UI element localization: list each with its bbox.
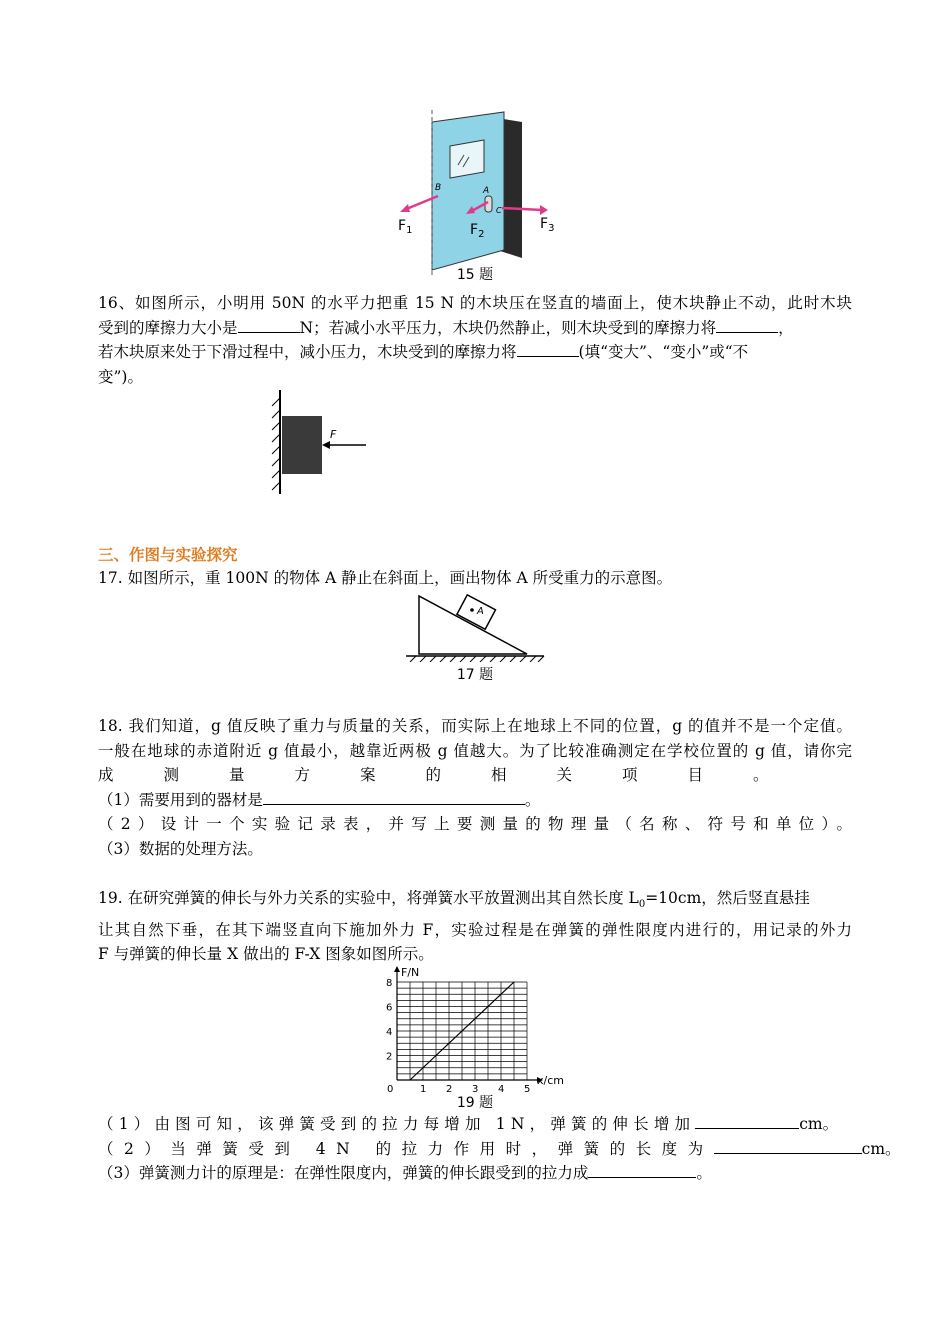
q19-line3: F 与弹簧的伸长量 X 做出的 F-X 图象如图所示。 [98,945,434,964]
point-a-label: A [483,186,490,196]
q16-line3: 若木块原来处于下滑过程中，减小压力，木块受到的摩擦力将 (填“变大”、“变小”或“不 [98,340,852,365]
x-tick-label: 5 [524,1084,531,1095]
x-axis-label: x/cm [537,1074,564,1087]
q19-line1: 19. 在研究弹簧的伸长与外力关系的实验中，将弹簧水平放置测出其自然长度 $L_0=10cm$，然后竖直悬挂 [98,889,810,911]
q16-line2: 受到的摩擦力大小是 N；若减小水平压力，木块仍然静止，则木块受到的摩擦力将 ， [98,316,852,341]
q19-line2: 让其自然下垂，在其下端竖直向下施加外力 F，实验过程是在弹簧的弹性限度内进行的，用记录的外力 [98,920,852,939]
q19-item1: （1）由图可知，该弹簧受到的拉力每增加 1N，弹簧的伸长增加 cm。 [98,1112,852,1137]
y-tick-label: 8 [386,978,393,989]
y-tick-label: 6 [386,1002,393,1014]
q16-blank-3[interactable] [517,340,579,357]
q16-blank-2[interactable] [716,316,778,333]
q19-item3: （3）弹簧测力计的原理是：在弹性限度内，弹簧的伸长跟受到的拉力成 。 [98,1161,852,1186]
force-f-label: F [330,428,337,441]
q19-blank-3[interactable] [588,1161,696,1178]
question-17 [98,566,852,591]
q19-blank-2[interactable] [714,1137,862,1154]
q18-blank-equipment[interactable] [263,788,525,805]
figure-19-caption: 19 题 [456,1095,494,1111]
force-f3-arrowhead [540,205,548,215]
force-f1-arrowhead [400,204,410,212]
y-axis-arrowhead [394,966,400,972]
q18-item3: （3）数据的处理方法。 [98,839,263,858]
ground-hatching [410,656,544,662]
q18-line2: 一般在地球的赤道附近 g 值最小，越靠近两极 g 值越大。为了比较准确测定在学校位置的 g 值，请你完 [98,741,852,760]
point-b-label: B [435,183,442,193]
question-16 [98,291,852,389]
question-19-items [98,1112,901,1186]
block-a-label: A [477,606,484,617]
wall-hatching [272,398,280,490]
figure-15-door [392,110,567,285]
figure-16-wall-block [268,388,378,498]
q16-blank-1[interactable] [238,316,300,333]
figure-19-fx-chart [365,958,575,1098]
q19-item2: （2）当弹簧受到 4N 的拉力作用时，弹簧的长度为 cm。 [98,1137,852,1162]
x-tick-label: 3 [472,1084,479,1095]
question-18 [98,714,852,861]
door-panel [432,112,504,270]
x-tick-label: 4 [498,1084,505,1095]
wooden-block [282,416,322,474]
x-tick-label: 1 [420,1084,427,1095]
door-window [450,140,484,178]
q19-blank-1[interactable] [695,1112,799,1129]
figure-17-caption: 17 题 [456,667,494,683]
q18-line1: 18. 我们知道，g 值反映了重力与质量的关系，而实际上在地球上不同的位置，g 的值并不是一个定值。 [98,717,852,735]
q16-line4: 变”)。 [98,367,143,386]
y-tick-label: 2 [386,1051,393,1063]
f2-label: $F_2$ [470,222,485,240]
x-tick-label: 2 [446,1084,453,1095]
point-c-label: C [496,206,502,215]
question-19 [98,886,852,967]
section-3-title: 三、作图与实验探究 [98,546,238,564]
block-a-center-dot [470,608,474,612]
y-tick-label: 4 [386,1027,393,1038]
q18-item2: （2）设计一个实验记录表，并写上要测量的物理量（名称、符号和单位）。 [98,815,852,833]
figure-15-caption: 15 题 [456,267,494,283]
f1-label: $F_1$ [398,218,413,236]
q18-line3: 成测量方案的相关项目。 [98,766,819,784]
q18-item1: （1）需要用到的器材是 。 [98,788,852,813]
figure-17-incline [402,590,552,662]
q16-line1: 16、如图所示，小明用 50N 的水平力把重 15 N 的木块压在竖直的墙面上，使木块静止不动，此时木块 [98,294,852,312]
q17-text: 17. 如图所示，重 100N 的物体 A 静止在斜面上，画出物体 A 所受重力的示意图。 [98,569,673,587]
y-axis-label: F/N [401,966,420,979]
x-tick-label: 0 [387,1084,394,1095]
force-f-arrowhead [322,441,330,449]
f3-label: $F_3$ [540,216,555,234]
